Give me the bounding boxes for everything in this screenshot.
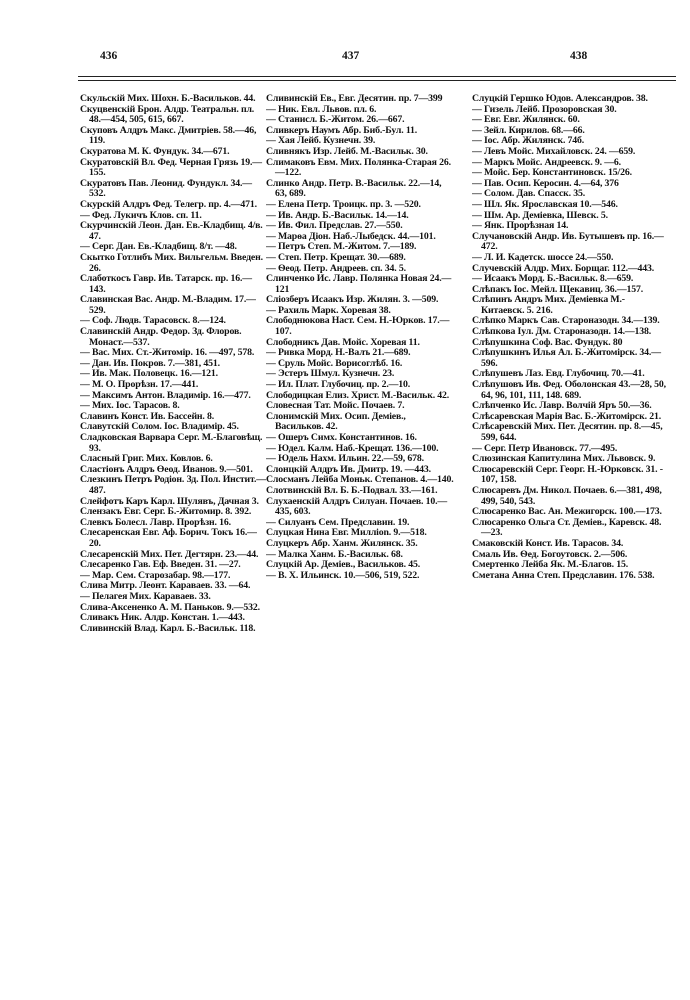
directory-entry: Слинко Андр. Петр. В.-Васильк. 22.—14, 63, 689. [266, 178, 442, 200]
column-3 [472, 94, 668, 581]
directory-entry: — Фед. Лукичъ Клов. сп. 11. [80, 210, 202, 221]
directory-entry: — Іос. Абр. Жилянск. 74б. [472, 136, 585, 147]
directory-entry: — Пелагея Мих. Караваев. 33. [80, 591, 211, 602]
directory-entry: Слѣпинъ Андръ Мих. Деміевка М.-Китаевск. 5. 216. [472, 295, 625, 316]
directory-entry: — М. О. Прорѣзн. 17.—441. [80, 380, 199, 391]
directory-entry: Скурскій Алдръ Фед. Телегр. пр. 4.—471. [80, 199, 257, 210]
directory-entry: Слободнюкова Наст. Сем. Н.-Юрков. 17.—107. [266, 316, 450, 338]
directory-entry: — Сруль Мойс. Ворисоглѣб. 16. [266, 358, 403, 369]
directory-entry: Слуцкая Нина Евг. Миллion. 9.—518. [266, 528, 427, 539]
directory-entry: — Силуанъ Сем. Предславин. 19. [266, 517, 410, 528]
directory-entry: Сладковская Варвара Серг. М.-Благовѣщ. 93. [80, 433, 263, 454]
directory-entry: — Гизель Лейб. Прозоровская 30. [472, 104, 617, 115]
directory-entry: — Зейл. Кирилов. 68.—66. [472, 125, 585, 136]
directory-entry: Сливинскій Влад. Карл. Б.-Васильк. 118. [80, 623, 256, 634]
directory-entry: Слѣпкова Іул. Дм. Староназодн. 14.—138. [472, 327, 652, 338]
directory-entry: Скытко Готлибъ Мих. Вильгельм. Введен. 26. [80, 252, 263, 274]
directory-entry: Сливнякъ Изр. Лейб. М.-Васильк. 30. [266, 146, 428, 157]
directory-entry: Слѣсаревская Марія Вас. Б.-Житомірск. 21. [472, 411, 662, 422]
directory-entry: — В. Х. Ильинск. 10.—506, 519, 522. [266, 570, 420, 581]
directory-entry: Слейфотъ Каръ Карл. Шулявъ, Дачная 3. [80, 496, 259, 507]
directory-entry: — Ошеръ Симх. Константинов. 16. [266, 433, 417, 443]
directory-entry: — Максимъ Антон. Владимір. 16.—477. [80, 390, 251, 401]
directory-entry: Слотвинскій Вл. Б. Б.-Подвал. 33.—161. [266, 485, 438, 496]
directory-entry: — Юдел. Калм. Наб.-Крещат. 136.—100. [266, 443, 439, 454]
directory-entry: Случановскій Андр. Ив. Бутышевъ пр. 16.—472. [472, 231, 664, 253]
directory-entry: Слiозберъ Исаакъ Изр. Жилян. 3. —509. [266, 295, 439, 306]
directory-entry: Слонимскій Мих. Осип. Деміев., Васильков. 42. [266, 411, 406, 433]
directory-entry: Слѣпченко Ис. Лавр. Волчій Яръ 50.—36. [472, 401, 652, 412]
directory-entry: — Хая Лейб. Кузнечн. 39. [266, 136, 376, 147]
directory-entry: Славинскій Андр. Федор. Зд. Флоров. Монаст.—537. [80, 327, 242, 348]
directory-entry: — Ѳеод. Петр. Андреев. сп. 34. 5. [266, 263, 406, 274]
directory-entry: Слюсаревскій Серг. Георг. Н.-Юрковск. 31. - 107, 158. [472, 464, 663, 486]
directory-entry: — Маркъ Мойс. Андреевск. 9. —6. [472, 157, 621, 168]
directory-entry: — Степ. Петр. Крещат. 30.—689. [266, 252, 406, 263]
directory-entry: Славинъ Конст. Ив. Бассейн. 8. [80, 411, 215, 422]
directory-entry: Слухаенскій Алдръ Силуан. Почаев. 10.—435, 603. [266, 496, 448, 518]
directory-entry: Сметана Анна Степ. Предславин. 176. 538. [472, 570, 655, 581]
directory-entry: — Мойс. Бер. Константиновск. 15/26. [472, 168, 632, 179]
directory-entry: Слесаренская Евг. Аф. Борич. Токъ 16.—20. [80, 528, 257, 549]
directory-entry: — Ривка Морд. Н.-Валъ 21.—689. [266, 348, 411, 359]
directory-entry: — Ник. Евл. Львов. пл. 6. [266, 104, 377, 115]
column-1 [80, 94, 268, 634]
directory-entry: Сливакъ Ник. Алдр. Констан. 1.—443. [80, 613, 245, 624]
directory-entry: Слимаковъ Евм. Мих. Полянка-Старая 26.—122. [266, 157, 451, 179]
directory-entry: Слѣпушкина Соф. Вас. Фундук. 80 [472, 337, 623, 348]
directory-entry: — Янк. Прорѣзная 14. [472, 221, 569, 232]
directory-entry: Слюсаренко Вас. Ан. Межигорск. 100.—173. [472, 507, 662, 518]
directory-entry: Скуратова М. К. Фундук. 34.—671. [80, 146, 230, 157]
directory-entry: Слевкъ Болесл. Лавр. Прорѣзн. 16. [80, 517, 231, 528]
directory-entry: Сливинскій Ев., Евг. Десятин. пр. 7—399 [266, 94, 443, 104]
directory-entry: Слаботкосъ Гавр. Ив. Татарск. пр. 16.—143. [80, 274, 252, 295]
directory-entry: Сластіонъ Алдръ Өеод. Иванов. 9.—501. [80, 464, 253, 475]
directory-entry: — Ив. Андр. Б.-Васильк. 14.—14. [266, 210, 409, 221]
directory-entry: Слюзинская Капитулина Мих. Львовск. 9. [472, 454, 656, 465]
directory-entry: — Соф. Людв. Тарасовск. 8.—124. [80, 316, 226, 327]
directory-entry: Слонцкій Алдръ Ив. Дмитр. 19. —443. [266, 464, 431, 475]
directory-entry: — Евг. Евг. Жилянск. 60. [472, 115, 580, 126]
directory-entry: — Исаакъ Морд. Б.-Васильк. 8.—659. [472, 274, 634, 285]
directory-entry: Слезкинъ Петръ Родіон. Зд. Пол. Инстит.—487. [80, 475, 266, 496]
directory-entry: Слѣпушовъ Ив. Фед. Оболонская 43.—28, 50, 64, 96, 101, 111, 148. 689. [472, 380, 666, 401]
directory-entry: — Марѳа Діон. Наб.-Лыбедск. 44.—101. [266, 231, 436, 242]
directory-entry: — Ив. Фил. Предслав. 27.—550. [266, 221, 403, 232]
directory-entry: — Вас. Мих. Ст.-Житомір. 16. —497, 578. [80, 348, 255, 359]
directory-entry: — Дан. Ив. Покров. 7.—381, 451. [80, 358, 220, 369]
directory-entry: — Солом. Дав. Спасск. 35. [472, 189, 586, 200]
directory-entry: — Рахиль Марк. Хоревая 38. [266, 305, 391, 316]
directory-entry: Слѣпко Маркъ Сав. Староназодн. 34.—139. [472, 316, 660, 327]
directory-entry: — Эстеръ Шмул. Кузнечн. 23. [266, 369, 395, 380]
column-2 [266, 94, 454, 581]
page-number-right: 438 [570, 50, 588, 62]
directory-entry: Сласный Григ. Мих. Ковлов. 6. [80, 454, 213, 465]
directory-entry: — Малка Ханм. Б.-Васильк. 68. [266, 549, 403, 560]
directory-entry: Скуцвенскій Брон. Алдр. Театральн. пл. 48.—454, 505, 615, 667. [80, 104, 255, 126]
directory-entry: — Серг. Петр Ивановск. 77.—495. [472, 443, 618, 454]
directory-entry: — Пав. Осип. Керосин. 4.—64, 376 [472, 178, 619, 189]
directory-entry: — Юдель Нахм. Ильин. 22.—59, 678. [266, 454, 424, 465]
directory-entry: Слюсаревъ Дм. Никол. Почаев. 6.—381, 498, 499, 540, 543. [472, 485, 662, 507]
directory-entry: — Петръ Степ. М.-Житом. 7.—189. [266, 242, 417, 253]
directory-entry: Сливкеръ Наумъ Абр. Биб.-Бул. 11. [266, 125, 418, 136]
directory-entry: Смаль Ив. Ѳед. Богоутовск. 2.—506. [472, 549, 628, 560]
directory-entry: Слободникъ Дав. Мойс. Хоревая 11. [266, 337, 420, 348]
directory-entry: Скуповъ Алдръ Макс. Дмитріев. 58.—46, 119. [80, 125, 257, 147]
directory-entry: Скуратовъ Пав. Леонид. Фундукл. 34.—532. [80, 178, 252, 200]
directory-entry: — Шл. Як. Ярославская 10.—546. [472, 199, 618, 210]
directory-entry: Случевскій Алдр. Мих. Борщаг. 112.—443. [472, 263, 655, 274]
directory-entry: Славинская Вас. Андр. М.-Владим. 17.—529. [80, 295, 256, 316]
directory-entry: Слесаренко Гав. Еф. Введен. 31. —27. [80, 560, 241, 571]
directory-entry: Слѣпушкинъ Илья Ал. Б.-Житомірск. 34.—596. [472, 348, 661, 369]
directory-entry: Слѣсаревскій Мих. Пет. Десятин. пр. 8.—45, 599, 644. [472, 422, 663, 443]
directory-entry: — Ив. Мак. Половецк. 16.—121. [80, 369, 218, 380]
directory-entry: Слѣпакъ Іос. Мейл. Щекавиц. 36.—157. [472, 284, 644, 295]
directory-entry: Слюсаренко Ольга Ст. Деміев., Каревск. 48.—23. [472, 517, 662, 539]
directory-entry: Слинченко Ис. Лавр. Полянка Новая 24.—121 [266, 274, 452, 295]
header-rule-top [78, 76, 676, 77]
directory-entry: — Ил. Плат. Глубочиц. пр. 2.—10. [266, 380, 411, 391]
directory-entry: — Елена Петр. Троицк. пр. 3. —520. [266, 199, 421, 210]
directory-entry: — Левъ Мойс. Михайловск. 24. —659. [472, 146, 636, 157]
directory-entry: — Мар. Сем. Старозабар. 98.—177. [80, 570, 231, 581]
directory-entry: — Станисл. Б.-Житом. 26.—667. [266, 115, 405, 126]
directory-entry: Слуцкеръ Абр. Ханм. Жилянск. 35. [266, 538, 418, 549]
directory-entry: Слензакъ Евг. Серг. Б.-Житомир. 8. 392. [80, 507, 252, 518]
directory-entry: Скульскій Мих. Шохн. Б.-Васильков. 44. [80, 94, 256, 104]
directory-entry: Слива-Аксененко А. М. Паньков. 9.—532. [80, 602, 260, 613]
directory-entry: Слива Митр. Леонт. Караваев. 33. —64. [80, 581, 251, 592]
directory-entry: — Серг. Дан. Ев.-Кладбищ. 8/т. —48. [80, 242, 237, 253]
directory-entry: — Мих. Іос. Тарасов. 8. [80, 401, 180, 412]
directory-entry: Скурчинскій Леон. Дан. Ев.-Кладбищ. 4/в. 47. [80, 221, 263, 242]
directory-entry: Слесаренскій Мих. Пет. Дегтярн. 23.—44. [80, 549, 259, 560]
directory-entry: Скуратовскій Вл. Фед. Черная Грязь 19.—155. [80, 157, 262, 179]
directory-entry: Слободицкая Елиз. Христ. М.-Васильк. 42. [266, 390, 450, 401]
directory-entry: — Шм. Ар. Деміевка, Шевск. 5. [472, 210, 608, 221]
directory-entry: — Л. И. Кадетск. шоссе 24.—550. [472, 252, 614, 263]
header-rule-bottom [78, 80, 676, 81]
page-number-left: 436 [100, 50, 118, 62]
directory-entry: Смаковскій Конст. Ив. Тарасов. 34. [472, 538, 624, 549]
directory-entry: Слосманъ Лейба Моньк. Степанов. 4.—140. [266, 475, 454, 486]
directory-entry: Славутскій Солом. Іос. Владимір. 45. [80, 422, 239, 433]
directory-entry: Словесная Тат. Мойс. Почаев. 7. [266, 401, 405, 412]
directory-entry: Слѣпушевъ Лаз. Евд. Глубочиц. 70.—41. [472, 369, 645, 380]
directory-entry: Смертенко Лейба Як. М.-Благов. 15. [472, 560, 629, 571]
page-number-middle: 437 [342, 50, 360, 62]
directory-entry: Слуцкій Ар. Деміев., Васильков. 45. [266, 560, 421, 571]
directory-entry: Слуцкій Гершко Юдов. Александров. 38. [472, 94, 648, 104]
